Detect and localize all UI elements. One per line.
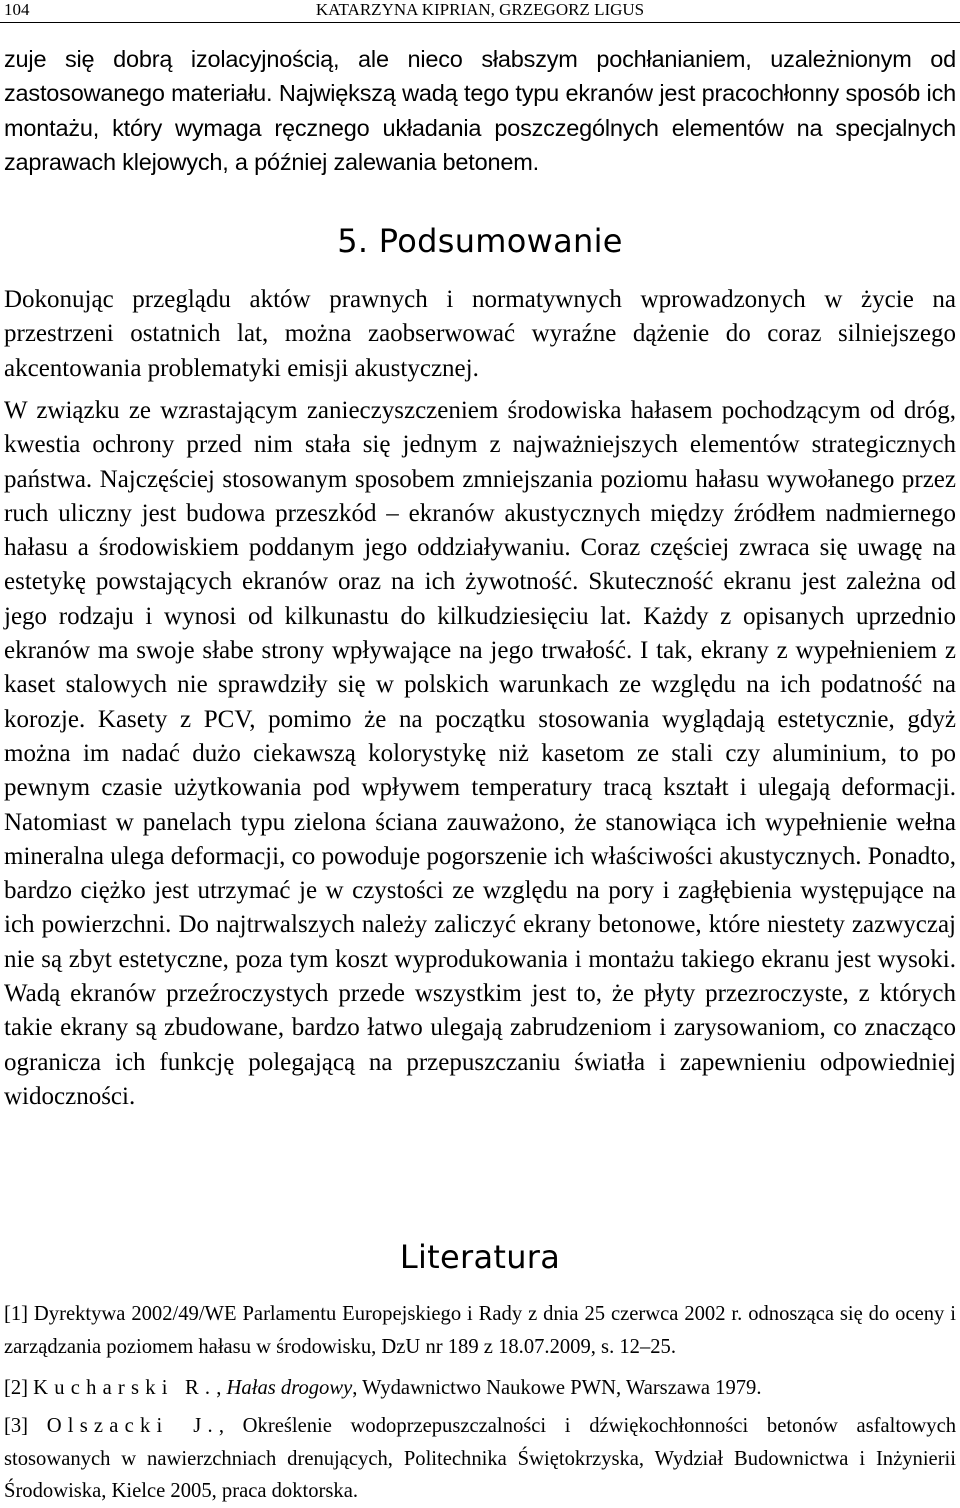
section-heading-summary: 5. Podsumowanie bbox=[337, 222, 623, 260]
reference-author: Olszacki J. bbox=[46, 1415, 219, 1437]
reference-item-3 bbox=[4, 1410, 956, 1508]
reference-number: [2] bbox=[4, 1377, 29, 1399]
page-number: 104 bbox=[4, 0, 30, 19]
paragraph-summary-intro: Dokonując przeglądu aktów prawnych i normatywnych wprowadzonych w życie na przestrzeni ostatnich lat, można zaobserwować wyraźne dążenie do coraz silniejszego akcentowania problematyki emisji akustycznej. bbox=[4, 286, 956, 382]
reference-details: , Określenie wodoprzepuszczalności i dźwiękochłonności betonów asfaltowych stosowanych w nawierzchniach drenujących, Politechnika Świętokrzyska, Wydział Budownictwa i Inżynierii Środowiska, Kielce 2005, praca doktorska. bbox=[4, 1415, 957, 1502]
running-title: KATARZYNA KIPRIAN, GRZEGORZ LIGUS bbox=[315, 0, 645, 19]
reference-details: , Wydawnictwo Naukowe PWN, Warszawa 1979. bbox=[352, 1377, 762, 1399]
reference-author: Kucharski R. bbox=[33, 1377, 217, 1399]
reference-title: Hałas drogowy bbox=[226, 1377, 353, 1399]
paragraph-continuation: zuje się dobrą izolacyjnością, ale nieco słabszym pochłanianiem, uzależnionym od zastosowanego materiału. Największą wadą tego typu ekranów jest pracochłonny sposób ich montażu, który wymaga ręcznego układania poszczególnych elementów na specjalnych zaprawach klejowych, a później zalewania betonem. bbox=[4, 46, 956, 175]
paragraph-summary-main: W związku ze wzrastającym zanieczyszczeniem środowiska hałasem pochodzącym od dróg, kwestia ochrony przed nim stała się jednym z najważniejszych elementów strategicznych państwa. Najczęściej stosowanym sposobem zmniejszania poziomu hałasu wywołanego przez ruch uliczny jest budowa przeszkód – ekranów akustycznych między źródłem nadmiernego hałasu a środowiskiem poddanym jego oddziaływaniu. Coraz częściej zwraca się uwagę na estetykę powstających ekranów oraz na ich żywotność. Skuteczność ekranu jest zależna od jego rodzaju i wynosi od kilkunastu do kilkudziesięciu lat. Każdy z opisanych uprzednio ekranów ma swoje słabe strony wpływające na jego trwałość. I tak, ekrany z wypełnieniem z kaset stalowych nie sprawdziły się w polskich warunkach ze względu na ich podatność na korozje. Kasety z PCV, pomimo że na początku stosowania wyglądają estetycznie, gdyż można im nadać dużo ciekawszą kolorystykę niż kasetom ze stali czy aluminium, to po pewnym czasie użytkowania pod wpływem temperatury tracą kształt i ulegają deformacji. Natomiast w panelach typu zielona ściana zauważono, że stanowiąca ich wypełnienie wełna mineralna ulega deformacji, co powoduje pogorszenie ich właściwości akustycznych. Ponadto, bardzo ciężko jest utrzymać je w czystości ze względu na pory i zagłębienia występujące na ich powierzchni. Do najtrwalszych należy zaliczyć ekrany betonowe, które niestety zazwyczaj nie są zbyt estetyczne, poza tym koszt wyprodukowania i montażu takiego ekranu jest wysoki. Wadą ekranów przeźroczystych przede wszystkim jest to, że płyty przezroczyste, z których takie ekrany są zbudowane, bardzo łatwo ulegają zabrudzeniom i zarysowaniom, co znacząco ogranicza ich funkcję polegającą na przepuszczaniu światła i zapewnieniu odpowiedniej widoczności. bbox=[4, 397, 956, 1110]
reference-text: [1] Dyrektywa 2002/49/WE Parlamentu Europejskiego i Rady z dnia 25 czerwca 2002 r. odnosząca się do oceny i zarządzania poziomem hałasu w środowisku, DzU nr 189 z 18.07.2009, s. 12–25. bbox=[4, 1303, 956, 1358]
running-header bbox=[0, 0, 960, 23]
reference-number: [3] bbox=[4, 1415, 29, 1437]
reference-item-1 bbox=[4, 1298, 956, 1363]
section-heading-literature: Literatura bbox=[399, 1238, 561, 1276]
reference-item-2: [2] Kucharski R., Hałas drogowy, Wydawnictwo Naukowe PWN, Warszawa 1979. bbox=[4, 1377, 762, 1399]
